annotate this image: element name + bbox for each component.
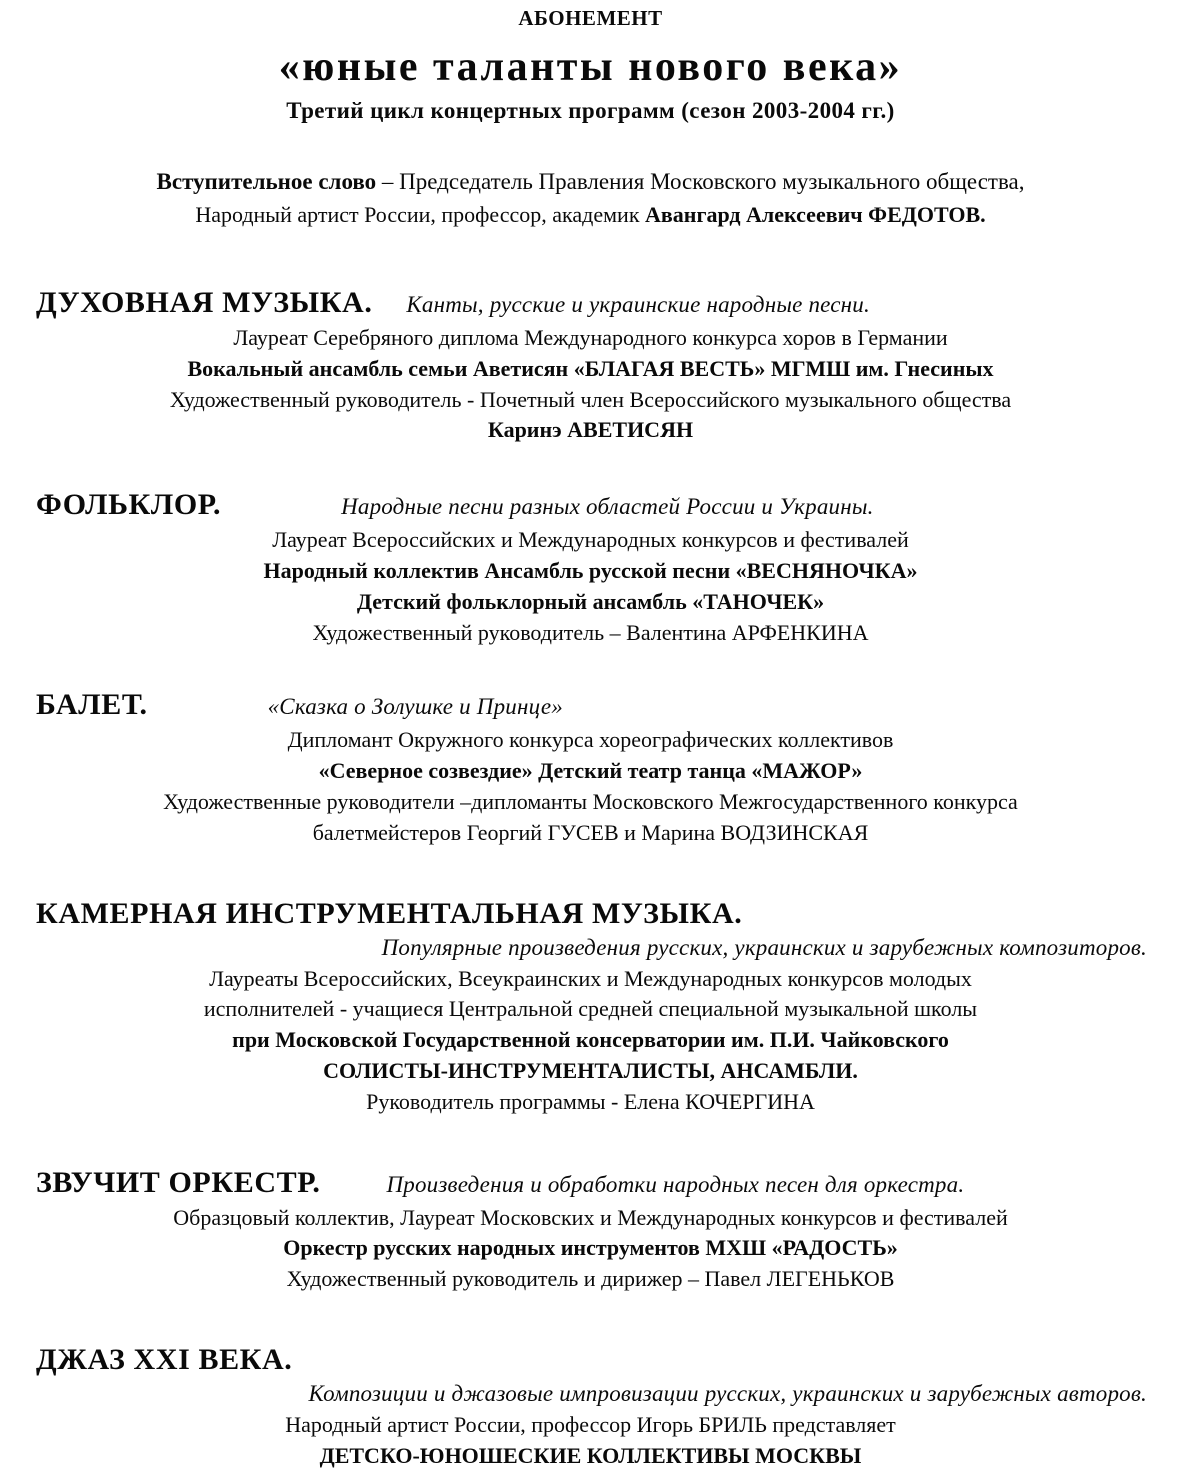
section-folklore: [22, 488, 1159, 648]
section-line: СОЛИСТЫ-ИНСТРУМЕНТАЛИСТЫ, АНСАМБЛИ.: [323, 1057, 858, 1083]
intro-line-2: [22, 199, 1159, 230]
section-title: ДЖАЗ XXI ВЕКА.: [36, 1342, 293, 1376]
section-header: [22, 488, 1159, 522]
intro-lead-bold: Вступительное слово: [156, 169, 377, 195]
section-jazz: [22, 1343, 1159, 1472]
section-line: Художественный руководитель – Валентина АРФЕНКИНА: [312, 619, 869, 645]
section-title: ФОЛЬКЛОР.: [36, 488, 222, 522]
section-title: ДУХОВНАЯ МУЗЫКА.: [36, 285, 373, 319]
intro-lead-rest: – Председатель Правления Московского музыкального общества,: [381, 169, 1025, 195]
section-line: Лауреат Всероссийских и Международных конкурсов и фестивалей: [272, 527, 909, 553]
section-header: [22, 897, 1159, 961]
section-orchestra: [22, 1166, 1159, 1295]
section-line: Лауреат Серебряного диплома Международного конкурса хоров в Германии: [233, 324, 948, 350]
section-line: Каринэ АВЕТИСЯН: [487, 417, 694, 443]
section-chamber-music: [22, 897, 1159, 1118]
section-line: ДЕТСКО-ЮНОШЕСКИЕ КОЛЛЕКТИВЫ МОСКВЫ: [319, 1442, 862, 1468]
section-spiritual-music: [22, 286, 1159, 446]
section-line: Художественный руководитель - Почетный член Всероссийского музыкального общества: [169, 386, 1012, 412]
page-title: «юные таланты нового века»: [278, 44, 903, 90]
section-title: БАЛЕТ.: [36, 688, 148, 722]
section-header: [22, 688, 1159, 722]
section-line: балетмейстеров Георгий ГУСЕВ и Марина ВОДЗИНСКАЯ: [312, 819, 869, 845]
section-line: Дипломант Окружного конкурса хореографических коллективов: [287, 727, 894, 753]
section-body: [22, 1203, 1159, 1295]
section-line: Лауреаты Всероссийских, Всеукраинских и Международных конкурсов молодых: [209, 965, 972, 991]
section-line: Художественный руководитель и дирижер – Павел ЛЕГЕНЬКОВ: [286, 1266, 895, 1292]
section-line: Детский фольклорный ансамбль «ТАНОЧЕК»: [356, 588, 825, 614]
section-body: [22, 323, 1159, 446]
section-line: при Московской Государственной консерватории им. П.И. Чайковского: [232, 1027, 949, 1053]
intro-block: [22, 166, 1159, 230]
section-title: КАМЕРНАЯ ИНСТРУМЕНТАЛЬНАЯ МУЗЫКА.: [36, 896, 743, 930]
section-body: [22, 725, 1159, 848]
section-title: ЗВУЧИТ ОРКЕСТР.: [36, 1165, 321, 1199]
section-line: Образцовый коллектив, Лауреат Московских и Международных конкурсов и фестивалей: [173, 1204, 1008, 1230]
section-line: Народный артист России, профессор Игорь БРИЛЬ представляет: [285, 1411, 896, 1437]
section-tagline: Канты, русские и украинские народные песни.: [406, 291, 870, 317]
section-body: [22, 964, 1159, 1118]
intro-line2-bold: Авангард Алексеевич ФЕДОТОВ.: [645, 201, 986, 227]
section-line: Вокальный ансамбль семьи Аветисян «БЛАГАЯ ВЕСТЬ» МГМШ им. Гнесиных: [187, 355, 994, 381]
kicker-label: АБОНЕМЕНТ: [518, 6, 663, 30]
section-tagline: Произведения и обработки народных песен для оркестра.: [386, 1171, 965, 1197]
section-tagline: «Сказка о Золушке и Принце»: [267, 694, 563, 720]
section-line: Народный коллектив Ансамбль русской песни «ВЕСНЯНОЧКА»: [263, 557, 918, 583]
section-tagline: Композиции и джазовые импровизации русских, украинских и зарубежных авторов.: [308, 1380, 1147, 1406]
section-header: [22, 286, 1159, 320]
section-ballet: [22, 688, 1159, 848]
section-line: Руководитель программы - Елена КОЧЕРГИНА: [366, 1088, 815, 1114]
masthead: [22, 0, 1159, 124]
section-header: [22, 1166, 1159, 1200]
page-subtitle: Третий цикл концертных программ (сезон 2003-2004 гг.): [286, 98, 895, 124]
section-line: «Северное созвездие» Детский театр танца «МАЖОР»: [318, 758, 863, 784]
section-tagline: Популярные произведения русских, украинских и зарубежных композиторов.: [381, 934, 1147, 960]
section-line: Оркестр русских народных инструментов МХШ «РАДОСТЬ»: [283, 1235, 898, 1261]
intro-line-1: [22, 166, 1159, 199]
section-header: [22, 1343, 1159, 1407]
intro-line2-plain: Народный артист России, профессор, академик: [195, 201, 646, 227]
section-line: исполнителей - учащиеся Центральной средней специальной музыкальной школы: [203, 996, 978, 1022]
section-line: Художественные руководители –дипломанты Московского Межгосударственного конкурса: [163, 788, 1018, 814]
section-tagline: Народные песни разных областей России и Украины.: [341, 494, 874, 520]
section-body: [22, 525, 1159, 648]
